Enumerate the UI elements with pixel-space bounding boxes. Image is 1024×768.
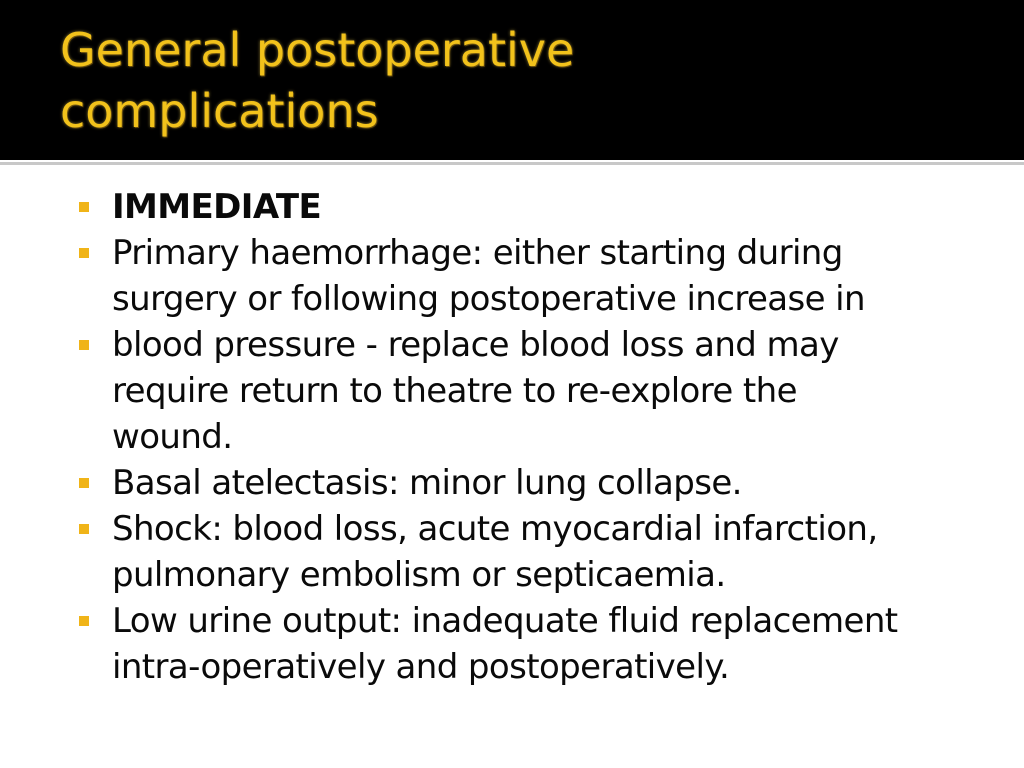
square-bullet-icon bbox=[79, 248, 89, 258]
bullet-line: blood pressure - replace blood loss and may bbox=[112, 325, 839, 365]
bullet-item-primary-haemorrhage bbox=[0, 230, 1024, 322]
bullet-item-basal-atelectasis bbox=[0, 460, 1024, 506]
slide-title bbox=[60, 20, 960, 142]
bullet-list bbox=[0, 184, 1024, 690]
bullet-text bbox=[112, 184, 974, 230]
bullet-text bbox=[112, 230, 974, 322]
bullet-item-blood-pressure bbox=[0, 322, 1024, 460]
bullet-line: wound. bbox=[112, 417, 233, 457]
square-bullet-icon bbox=[79, 616, 89, 626]
bullet-item-shock bbox=[0, 506, 1024, 598]
bullet-line: surgery or following postoperative increase in bbox=[112, 279, 865, 319]
bullet-line: Basal atelectasis: minor lung collapse. bbox=[112, 463, 742, 503]
bullet-line: Primary haemorrhage: either starting during bbox=[112, 233, 843, 273]
bullet-text bbox=[112, 598, 974, 690]
bullet-item-low-urine-output bbox=[0, 598, 1024, 690]
title-divider bbox=[0, 162, 1024, 165]
bullet-line: Low urine output: inadequate fluid replacement bbox=[112, 601, 898, 641]
bullet-text bbox=[112, 506, 974, 598]
square-bullet-icon bbox=[79, 478, 89, 488]
slide-title-line: complications bbox=[60, 84, 379, 138]
bullet-line: require return to theatre to re-explore the bbox=[112, 371, 797, 411]
square-bullet-icon bbox=[79, 202, 89, 212]
bullet-item-immediate bbox=[0, 184, 1024, 230]
bullet-text bbox=[112, 460, 974, 506]
slide-title-line: General postoperative bbox=[60, 23, 575, 77]
bullet-line: IMMEDIATE bbox=[112, 187, 322, 227]
bullet-line: pulmonary embolism or septicaemia. bbox=[112, 555, 726, 595]
square-bullet-icon bbox=[79, 340, 89, 350]
bullet-line: Shock: blood loss, acute myocardial infarction, bbox=[112, 509, 878, 549]
bullet-text bbox=[112, 322, 974, 460]
title-band bbox=[0, 0, 1024, 160]
square-bullet-icon bbox=[79, 524, 89, 534]
bullet-line: intra-operatively and postoperatively. bbox=[112, 647, 730, 687]
